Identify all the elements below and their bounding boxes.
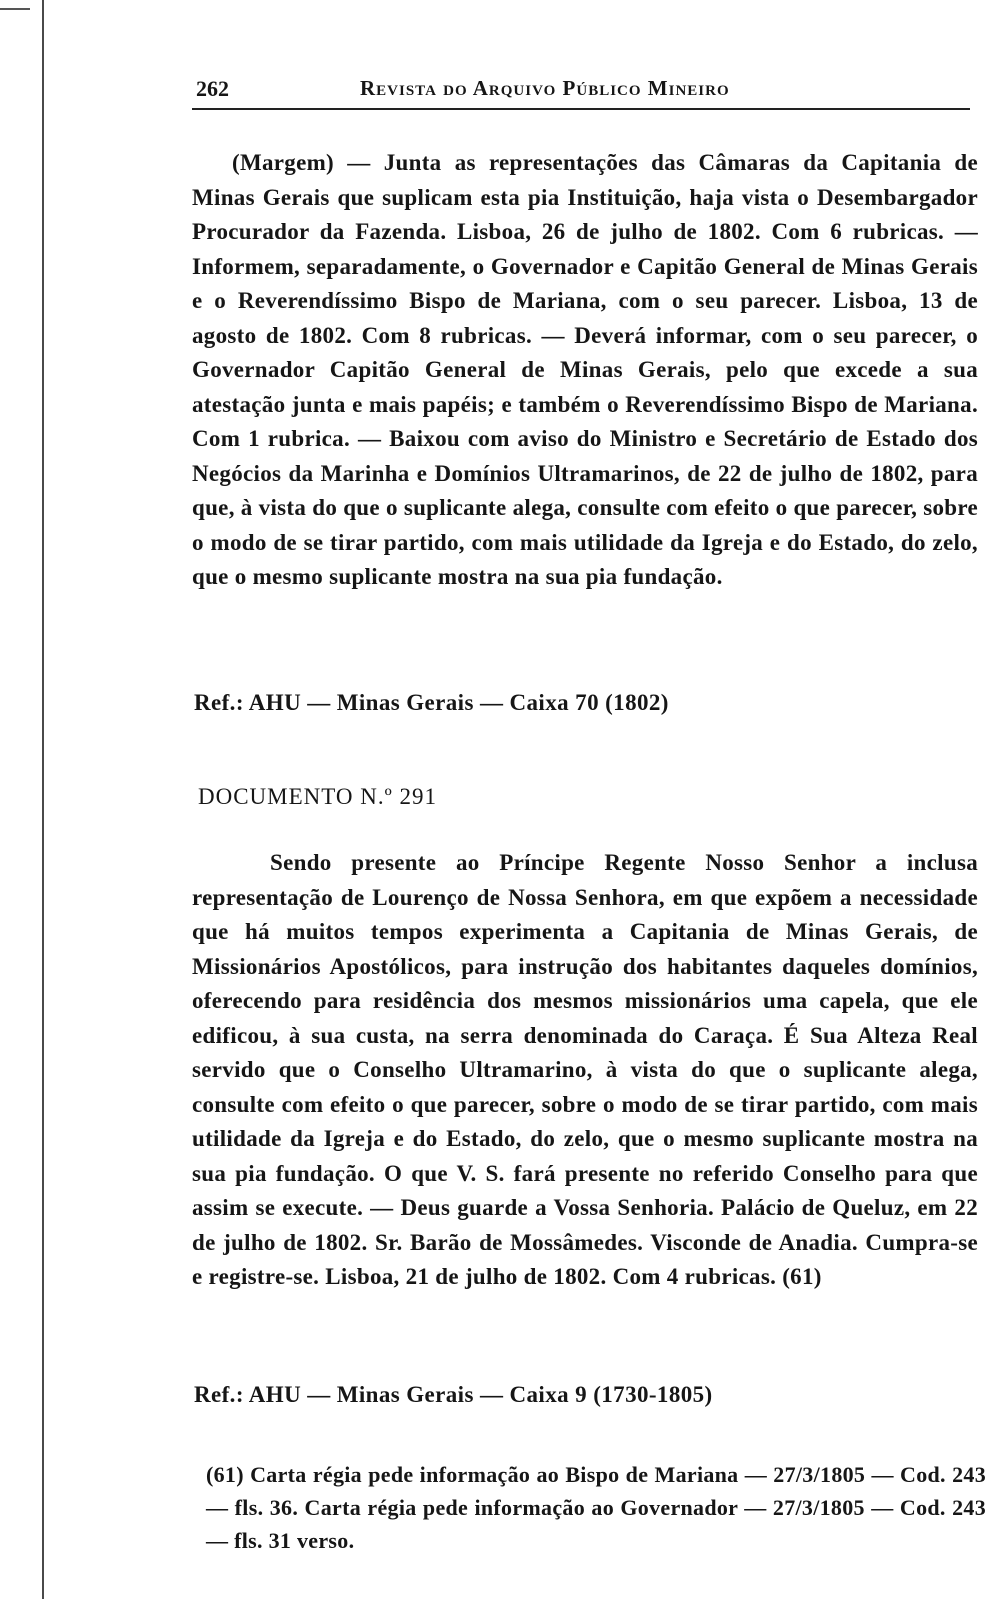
journal-title: Revista do Arquivo Público Mineiro [360, 76, 730, 100]
running-head [192, 74, 970, 110]
page-number: 262 [196, 76, 229, 101]
scan-corner-mark [0, 0, 30, 10]
margin-note-paragraph: (Margem) — Junta as representações das Câmaras da Capitania de Minas Gerais que suplicam esta pia Instituição, haja vista o Desembargador Procurador da Fazenda. Lisboa, 26 de julho de 1802. Com 6 rubricas. — Informem, separadamente, o Governador e Capitão General de Minas Gerais e o Reverendíssimo Bispo de Mariana, com o seu parecer. Lisboa, 13 de agosto de 1802. Com 8 rubricas. — Deverá informar, com o seu parecer, o Governador Capitão General de Minas Gerais, pelo que excede a sua atestação junta e mais papéis; e também o Reverendíssimo Bispo de Mariana. Com 1 rubrica. — Baixou com aviso do Ministro e Secretário de Estado dos Negócios da Marinha e Domínios Ultramarinos, de 22 de julho de 1802, para que, à vista do que o suplicante alega, consulte com efeito o que parecer, sobre o modo de se tirar partido, com mais utilidade da Igreja e do Estado, do zelo, que o mesmo suplicante mostra na sua pia fundação. [192, 150, 978, 589]
document-body-paragraph: Sendo presente ao Príncipe Regente Nosso Senhor a inclusa representação de Lourenço de Nossa Senhora, em que expõem a necessidade que há muitos tempos experimenta a Capitania de Minas Gerais, de Missionários Apostólicos, para instrução dos habitantes daqueles domínios, oferecendo para residência dos mesmos missionários uma capela, que ele edificou, à sua custa, na serra denominada do Caraça. É Sua Alteza Real servido que o Conselho Ultramarino, à vista do que o suplicante alega, consulte com efeito o que parecer, sobre o modo de se tirar partido, com mais utilidade da Igreja e do Estado, do zelo, que o mesmo suplicante mostra na sua pia fundação. O que V. S. fará presente no referido Conselho para que assim se execute. — Deus guarde a Vossa Senhoria. Palácio de Queluz, em 22 de julho de 1802. Sr. Barão de Mossâmedes. Visconde de Anadia. Cumpra-se e registre-se. Lisboa, 21 de julho de 1802. Com 4 rubricas. (61) [192, 850, 978, 1289]
document-heading: DOCUMENTO N.º 291 [198, 784, 438, 809]
scan-binding-edge [0, 0, 44, 1599]
archive-reference: Ref.: AHU — Minas Gerais — Caixa 9 (1730-1805) [194, 1382, 713, 1407]
footnote: (61) Carta régia pede informação ao Bispo de Mariana — 27/3/1805 — Cod. 243 — fls. 36. Carta régia pede informação ao Governador — 27/3/1805 — Cod. 243 — fls. 31 verso. [206, 1462, 986, 1553]
archive-reference: Ref.: AHU — Minas Gerais — Caixa 70 (1802) [194, 690, 669, 715]
